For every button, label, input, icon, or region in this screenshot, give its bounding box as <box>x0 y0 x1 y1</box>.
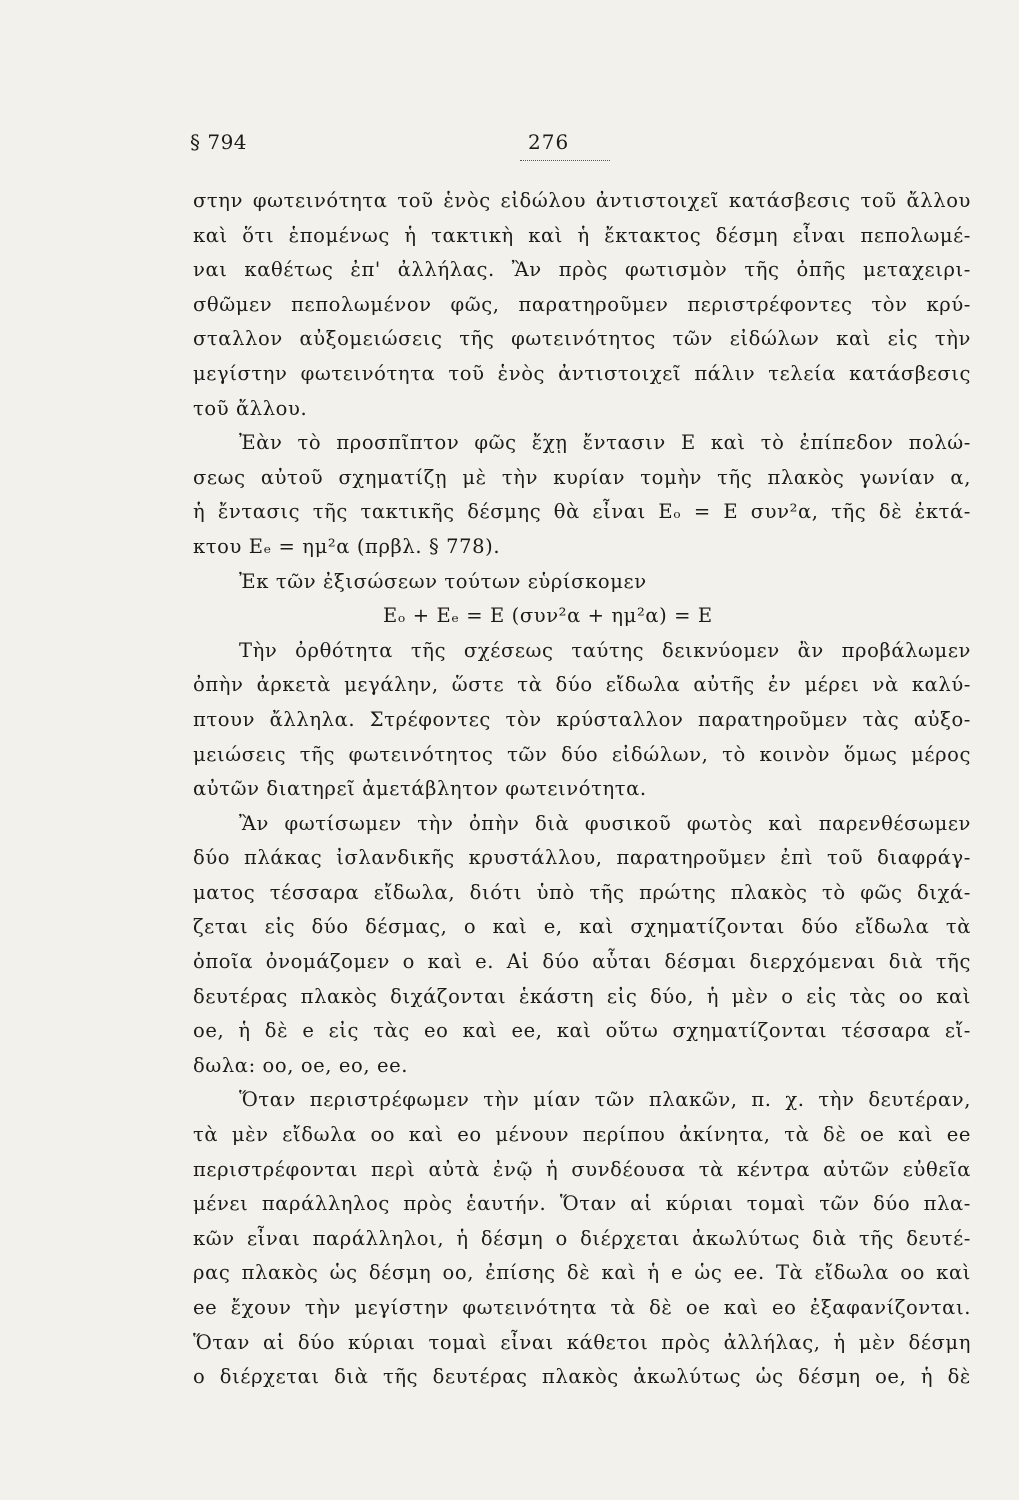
page-header <box>190 130 970 170</box>
text-line: μένει παράλληλος πρὸς ἑαυτήν. Ὅταν αἱ κύριαι τομαὶ τῶν δύο πλα- <box>193 1192 971 1216</box>
text-line: ζεται εἰς δύο δέσμας, o καὶ e, καὶ σχηματίζονται δύο εἴδωλα τὰ <box>193 915 971 939</box>
text-line: πτουν ἄλληλα. Στρέφοντες τὸν κρύσταλλον παρατηροῦμεν τὰς αὐξο- <box>193 707 971 731</box>
text-line: σταλλον αὐξομειώσεις τῆς φωτεινότητος τῶν εἰδώλων καὶ εἰς τὴν <box>193 327 971 351</box>
text-line: μειώσεις τῆς φωτεινότητος τῶν δύο εἰδώλων, τὸ κοινὸν ὅμως μέρος <box>193 742 971 766</box>
page-number: 276 <box>528 130 570 154</box>
text-line: τὰ μὲν εἴδωλα oo καὶ eo μένουν περίπου ἀκίνητα, τὰ δὲ oe καὶ ee <box>193 1123 971 1147</box>
text-line: κῶν εἶναι παράλληλοι, ἡ δέσμη o διέρχεται ἀκωλύτως διὰ τῆς δευτέ- <box>193 1226 971 1250</box>
text-line: κτου Eₑ = ημ²α (πρβλ. § 778). <box>193 534 501 558</box>
text-line: σθῶμεν πεπολωμένον φῶς, παρατηροῦμεν περιστρέφοντες τὸν κρύ- <box>193 292 971 316</box>
page-number-underline <box>520 160 610 161</box>
text-line: δύο πλάκας ἰσλανδικῆς κρυστάλλου, παρατηροῦμεν ἐπὶ τοῦ διαφράγ- <box>193 846 971 870</box>
text-line: αὐτῶν διατηρεῖ ἀμετάβλητον φωτεινότητα. <box>193 777 647 801</box>
text-line: Ὅταν αἱ δύο κύριαι τομαὶ εἶναι κάθετοι πρὸς ἀλλήλας, ἡ μὲν δέσμη <box>193 1330 971 1354</box>
text-line: ρας πλακὸς ὡς δέσμη oo, ἐπίσης δὲ καὶ ἡ e ὡς ee. Τὰ εἴδωλα oo καὶ <box>193 1261 971 1285</box>
paragraph-start-line: Ἐὰν τὸ προσπῖπτον φῶς ἔχῃ ἔντασιν Ε καὶ τὸ ἐπίπεδον πολώ- <box>239 431 971 455</box>
text-line: στην φωτεινότητα τοῦ ἑνὸς εἰδώλου ἀντιστοιχεῖ κατάσβεσις τοῦ ἄλλου <box>193 189 971 212</box>
paragraph-start-line: Ὅταν περιστρέφωμεν τὴν μίαν τῶν πλακῶν, π. χ. τὴν δευτέραν, <box>239 1088 971 1112</box>
paragraph-start-line: Ἂν φωτίσωμεν τὴν ὀπὴν διὰ φυσικοῦ φωτὸς καὶ παρενθέσωμεν <box>239 811 971 835</box>
paragraph-start-line: Τὴν ὀρθότητα τῆς σχέσεως ταύτης δεικνύομεν ἂν προβάλωμεν <box>239 638 971 662</box>
body-text <box>193 184 971 1395</box>
text-line: ναι καθέτως ἐπ' ἀλλήλας. Ἂν πρὸς φωτισμὸν τῆς ὀπῆς μεταχειρι- <box>193 258 971 282</box>
text-line: ee ἔχουν τὴν μεγίστην φωτεινότητα τὰ δὲ oe καὶ eo ἐξαφανίζονται. <box>193 1296 971 1319</box>
text-line: o διέρχεται διὰ τῆς δευτέρας πλακὸς ἀκωλύτως ὡς δέσμη oe, ἡ δὲ <box>193 1365 971 1389</box>
equation-line: Eₒ + Eₑ = Ε (συν²α + ημ²α) = Ε <box>383 604 713 628</box>
text-line: δωλα: oo, oe, eo, ee. <box>193 1053 409 1077</box>
text-line: τοῦ ἄλλου. <box>193 396 308 420</box>
text-line: περιστρέφονται περὶ αὐτὰ ἐνῷ ἡ συνδέουσα τὰ κέντρα αὐτῶν εὐθεῖα <box>193 1157 971 1181</box>
text-line: δευτέρας πλακὸς διχάζονται ἑκάστη εἰς δύο, ἡ μὲν o εἰς τὰς oo καὶ <box>193 984 971 1008</box>
text-line: ὁποῖα ὀνομάζομεν o καὶ e. Αἱ δύο αὗται δέσμαι διερχόμεναι διὰ τῆς <box>193 950 971 974</box>
paragraph-start-line: Ἐκ τῶν ἐξισώσεων τούτων εὑρίσκομεν <box>239 569 647 593</box>
section-number: § 794 <box>190 130 248 154</box>
text-line: ματος τέσσαρα εἴδωλα, διότι ὑπὸ τῆς πρώτης πλακὸς τὸ φῶς διχά- <box>193 880 971 904</box>
text-line: oe, ἡ δὲ e εἰς τὰς eo καὶ ee, καὶ οὕτω σχηματίζονται τέσσαρα εἴ- <box>193 1019 971 1043</box>
text-line: σεως αὐτοῦ σχηματίζῃ μὲ τὴν κυρίαν τομὴν τῆς πλακὸς γωνίαν α, <box>193 465 971 489</box>
text-line: καὶ ὅτι ἑπομένως ἡ τακτικὴ καὶ ἡ ἔκτακτος δέσμη εἶναι πεπολωμέ- <box>193 223 971 247</box>
text-line: μεγίστην φωτεινότητα τοῦ ἑνὸς ἀντιστοιχεῖ πάλιν τελεία κατάσβεσις <box>193 361 971 385</box>
text-line: ὀπὴν ἀρκετὰ μεγάλην, ὥστε τὰ δύο εἴδωλα αὐτῆς ἐν μέρει νὰ καλύ- <box>193 673 971 697</box>
text-line: ἡ ἔντασις τῆς τακτικῆς δέσμης θὰ εἶναι Eₒ = Ε συν²α, τῆς δὲ ἐκτά- <box>193 500 971 524</box>
